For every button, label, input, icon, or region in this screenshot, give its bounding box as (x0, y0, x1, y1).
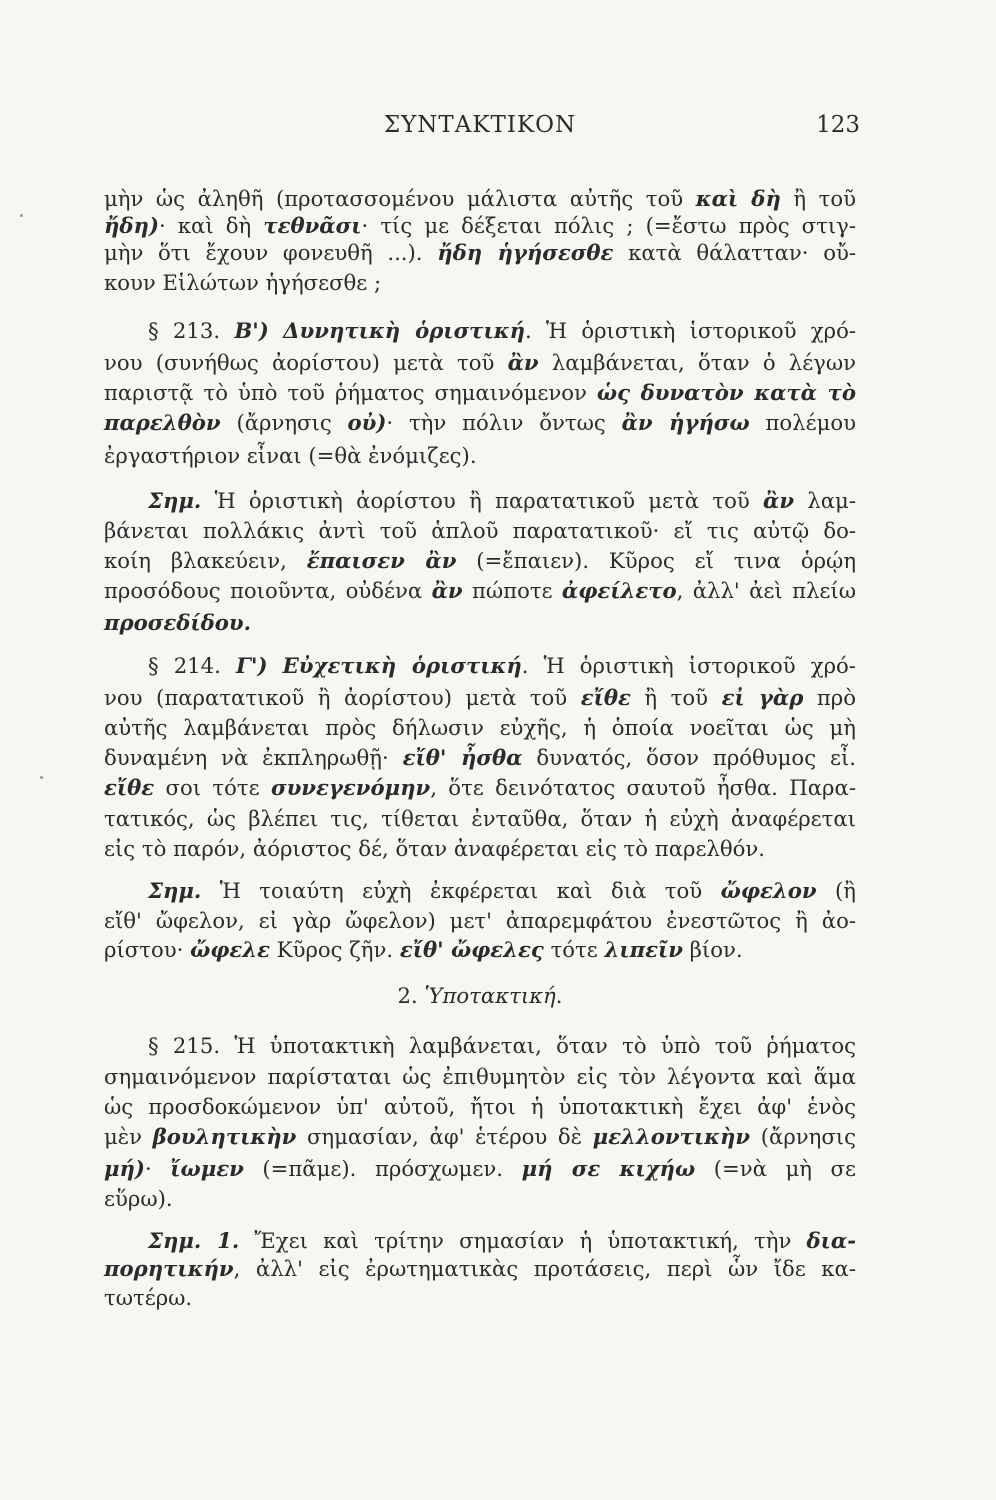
text-segment: τωτέρω. (104, 1285, 193, 1310)
text-segment (268, 653, 283, 678)
text-line (104, 410, 856, 436)
emphasized-text: λιπεῖν (604, 937, 683, 962)
text-line (104, 443, 856, 469)
text-line (104, 745, 856, 771)
text-segment: (=πᾶμε). πρόσχωμεν. (243, 1156, 522, 1181)
emphasized-text: προσεδίδου. (104, 610, 251, 635)
text-segment: (=νὰ μὴ σε (695, 1156, 856, 1181)
text-segment: 2. (397, 983, 425, 1008)
emphasized-text: Δυνητικὴ ὁριστική (283, 318, 525, 343)
text-segment: κατὰ θάλατταν· οὔ- (613, 240, 857, 265)
emphasized-text: ἤδη ἡγήσεσθε (437, 240, 614, 265)
text-line (104, 270, 856, 296)
text-segment: μὴν ὅτι ἔχουν φονευθῆ ...). (104, 240, 438, 265)
text-segment: νου (παρατατικοῦ ἢ ἀορίστου) μετὰ τοῦ (104, 685, 581, 710)
text-line (104, 983, 856, 1009)
text-segment: ὡς προσδοκώμενον ὑπ' αὐτοῦ, ἤτοι ἡ ὑποτακτικὴ ἔχει ἀφ' ἑνὸς (104, 1094, 856, 1119)
emphasized-text: Σημ. (148, 488, 202, 513)
text-segment: Ἡ τοιαύτη εὐχὴ ἐκφέρεται καὶ διὰ τοῦ (201, 878, 721, 903)
text-segment: § 213. (148, 318, 235, 343)
text-line (104, 1256, 856, 1282)
text-line (104, 380, 856, 406)
text-line (104, 1064, 856, 1090)
emphasized-text: εἴθε (104, 775, 155, 800)
text-line (104, 1156, 856, 1182)
text-segment: (ἄρνησις (220, 410, 348, 435)
text-segment: νου (συνήθως ἀορίστου) μετὰ τοῦ (104, 350, 508, 375)
text-segment: Κῦρος ζῆν. (270, 937, 400, 962)
emphasized-text: δια- (806, 1228, 857, 1253)
text-segment: ἢ τοῦ (630, 685, 722, 710)
text-segment: κοίη βλακεύειν, (104, 548, 307, 573)
emphasized-text: μή σε κιχήω (521, 1156, 696, 1181)
text-segment: σημαινόμενον παρίσταται ὡς ἐπιθυμητὸν εἰς τὸν λέγοντα καὶ ἅμα (104, 1064, 856, 1089)
text-segment: μὲν (104, 1124, 153, 1149)
text-line (104, 1285, 856, 1311)
emphasized-text: Σημ. 1. (148, 1228, 240, 1253)
text-segment: προσόδους ποιοῦντα, οὐδένα (104, 578, 432, 603)
text-line (104, 908, 856, 934)
text-segment: (=ἔπαιεν). Κῦρος εἴ τινα ὁρῴη (456, 548, 857, 573)
emphasized-text: ἤδη) (104, 213, 159, 238)
text-line (104, 578, 856, 604)
text-segment: μὴν ὡς ἀληθῆ (προτασσομένου μάλιστα αὐτῆς τοῦ (104, 186, 696, 211)
text-segment: Ἔχει καὶ τρίτην σημασίαν ἡ ὑποτακτική, τὴν (239, 1228, 807, 1253)
text-segment: ρίστου· (104, 937, 191, 962)
text-line (148, 488, 856, 514)
text-segment: Ἡ ὁριστικὴ ἀορίστου ἢ παρατατικοῦ μετὰ τοῦ (201, 488, 764, 513)
emphasized-text: ἀφείλετο (561, 578, 677, 603)
emphasized-text: μελλοντικὴν (592, 1124, 751, 1149)
text-segment: λαμβάνεται, ὅταν ὁ λέγων (538, 350, 856, 375)
emphasized-text: ἂν ἡγήσω (621, 410, 750, 435)
emphasized-text: ἂν (507, 350, 539, 375)
text-line (104, 1094, 856, 1120)
text-segment: σοι τότε (154, 775, 271, 800)
emphasized-text: εἴθ' ὤφελες (399, 937, 544, 962)
text-line (104, 937, 856, 963)
text-line (148, 318, 856, 344)
text-segment: παριστᾷ τὸ ὑπὸ τοῦ ῥήματος σημαινόμενον (104, 380, 597, 405)
text-segment: εὕρω). (104, 1186, 173, 1211)
text-line (104, 186, 856, 212)
text-segment: πολέμου (749, 410, 856, 435)
running-title: ΣΥΝΤΑΚΤΙΚΟΝ (383, 112, 577, 138)
text-line (104, 350, 856, 376)
emphasized-text: εἴθε (580, 685, 631, 710)
emphasized-text: Γ') (235, 653, 268, 678)
text-line (104, 806, 856, 832)
emphasized-text: πορητικήν (104, 1256, 234, 1281)
text-line (104, 836, 856, 862)
page-number: 123 (816, 112, 860, 138)
text-segment (269, 318, 283, 343)
text-line (104, 240, 856, 266)
text-line (104, 685, 856, 711)
emphasized-text: ἔπαισεν ἂν (306, 548, 457, 573)
emphasized-text: εἰ γὰρ (721, 685, 804, 710)
text-line (148, 1228, 856, 1254)
text-segment: (ἄρνησις (750, 1124, 856, 1149)
emphasized-text: οὐ) (347, 410, 387, 435)
text-segment: λαμ- (794, 488, 856, 513)
text-segment: · καὶ δὴ (158, 213, 264, 238)
emphasized-text: ἂν (431, 578, 463, 603)
text-segment: ἢ τοῦ (780, 186, 856, 211)
text-line (104, 213, 856, 239)
text-line (104, 610, 856, 636)
text-segment: κουν Εἱλώτων ἡγήσεσθε ; (104, 270, 382, 295)
text-segment: ἐργαστήριον εἶναι (=θὰ ἐνόμιζες). (104, 443, 477, 468)
emphasized-text: ὡς δυνατὸν κατὰ τὸ (596, 380, 856, 405)
text-line (148, 1033, 856, 1059)
text-segment: · τίς με δέξεται πόλις ; (=ἔστω πρὸς στιγ- (361, 213, 856, 238)
emphasized-text: καὶ δὴ (695, 186, 781, 211)
emphasized-text: τεθνᾶσι (263, 213, 362, 238)
text-line (148, 878, 856, 904)
text-segment: αὐτῆς λαμβάνεται πρὸς δήλωσιν εὐχῆς, ἡ ὁποία νοεῖται ὡς μὴ (104, 715, 856, 740)
emphasized-text: εἴθ' ἦσθα (402, 745, 523, 770)
text-segment: πρὸ (803, 685, 856, 710)
text-segment: , ἀλλ' ἀεὶ πλείω (676, 578, 856, 603)
text-segment: δυναμένη νὰ ἐκπληρωθῇ· (104, 745, 403, 770)
running-head (100, 112, 860, 152)
text-segment: βίον. (682, 937, 743, 962)
emphasized-text: ἂν (763, 488, 795, 513)
emphasized-text: ὤφελε (190, 937, 271, 962)
text-segment: · (144, 1156, 171, 1181)
emphasized-text: συνεγενόμην (270, 775, 431, 800)
text-segment: βάνεται πολλάκις ἀντὶ τοῦ ἁπλοῦ παρατατικοῦ· εἴ τις αὐτῷ δο- (104, 518, 856, 543)
text-segment: · τὴν πόλιν ὄντως (386, 410, 622, 435)
emphasized-text: Β') (234, 318, 269, 343)
text-line (148, 653, 856, 679)
emphasized-text: Εὐχετικὴ ὁριστική (282, 653, 522, 678)
text-line (104, 1124, 856, 1150)
text-segment: σημασίαν, ἀφ' ἑτέρου δὲ (296, 1124, 593, 1149)
text-segment: § 214. (148, 653, 236, 678)
text-segment: πώποτε (462, 578, 562, 603)
margin-speck (40, 776, 43, 779)
text-segment: (ἢ (816, 878, 856, 903)
text-line (104, 715, 856, 741)
text-segment: εἴθ' ὤφελον, εἰ γὰρ ὤφελον) μετ' ἀπαρεμφάτου ἐνεστῶτος ἢ ἀο- (104, 908, 856, 933)
text-segment: , ὅτε δεινότατος σαυτοῦ ἦσθα. Παρα- (430, 775, 856, 800)
text-segment: δυνατός, ὅσον πρόθυμος εἶ. (522, 745, 856, 770)
text-segment: § 215. Ἡ ὑποτακτικὴ λαμβάνεται, ὅταν τὸ ὑπὸ τοῦ ῥήματος (148, 1033, 856, 1058)
emphasized-text: παρελθὸν (104, 410, 221, 435)
text-segment: . Ἡ ὁριστικὴ ἱστορικοῦ χρό- (521, 653, 856, 678)
text-segment: εἰς τὸ παρόν, ἀόριστος δέ, ὅταν ἀναφέρεται εἰς τὸ παρελθόν. (104, 836, 765, 861)
text-line (104, 1186, 856, 1212)
emphasized-text: Σημ. (148, 878, 202, 903)
emphasized-text: μή) (104, 1156, 145, 1181)
emphasized-text: βουλητικὴν (152, 1124, 297, 1149)
text-line (104, 775, 856, 801)
text-segment: . (555, 983, 563, 1008)
text-segment: τότε (543, 937, 605, 962)
text-segment: . Ἡ ὁριστικὴ ἱστορικοῦ χρό- (524, 318, 856, 343)
text-segment: , ἀλλ' εἰς ἐρωτηματικὰς προτάσεις, περὶ ὧν ἴδε κα- (233, 1256, 856, 1281)
text-line (104, 548, 856, 574)
emphasized-text: Ὑποτακτική (424, 983, 556, 1008)
text-line (104, 518, 856, 544)
emphasized-text: ὤφελον (720, 878, 817, 903)
emphasized-text: ἴωμεν (170, 1156, 244, 1181)
text-segment: τατικός, ὡς βλέπει τις, τίθεται ἐνταῦθα, ὅταν ἡ εὐχὴ ἀναφέρεται (104, 806, 856, 831)
margin-speck (20, 214, 23, 217)
